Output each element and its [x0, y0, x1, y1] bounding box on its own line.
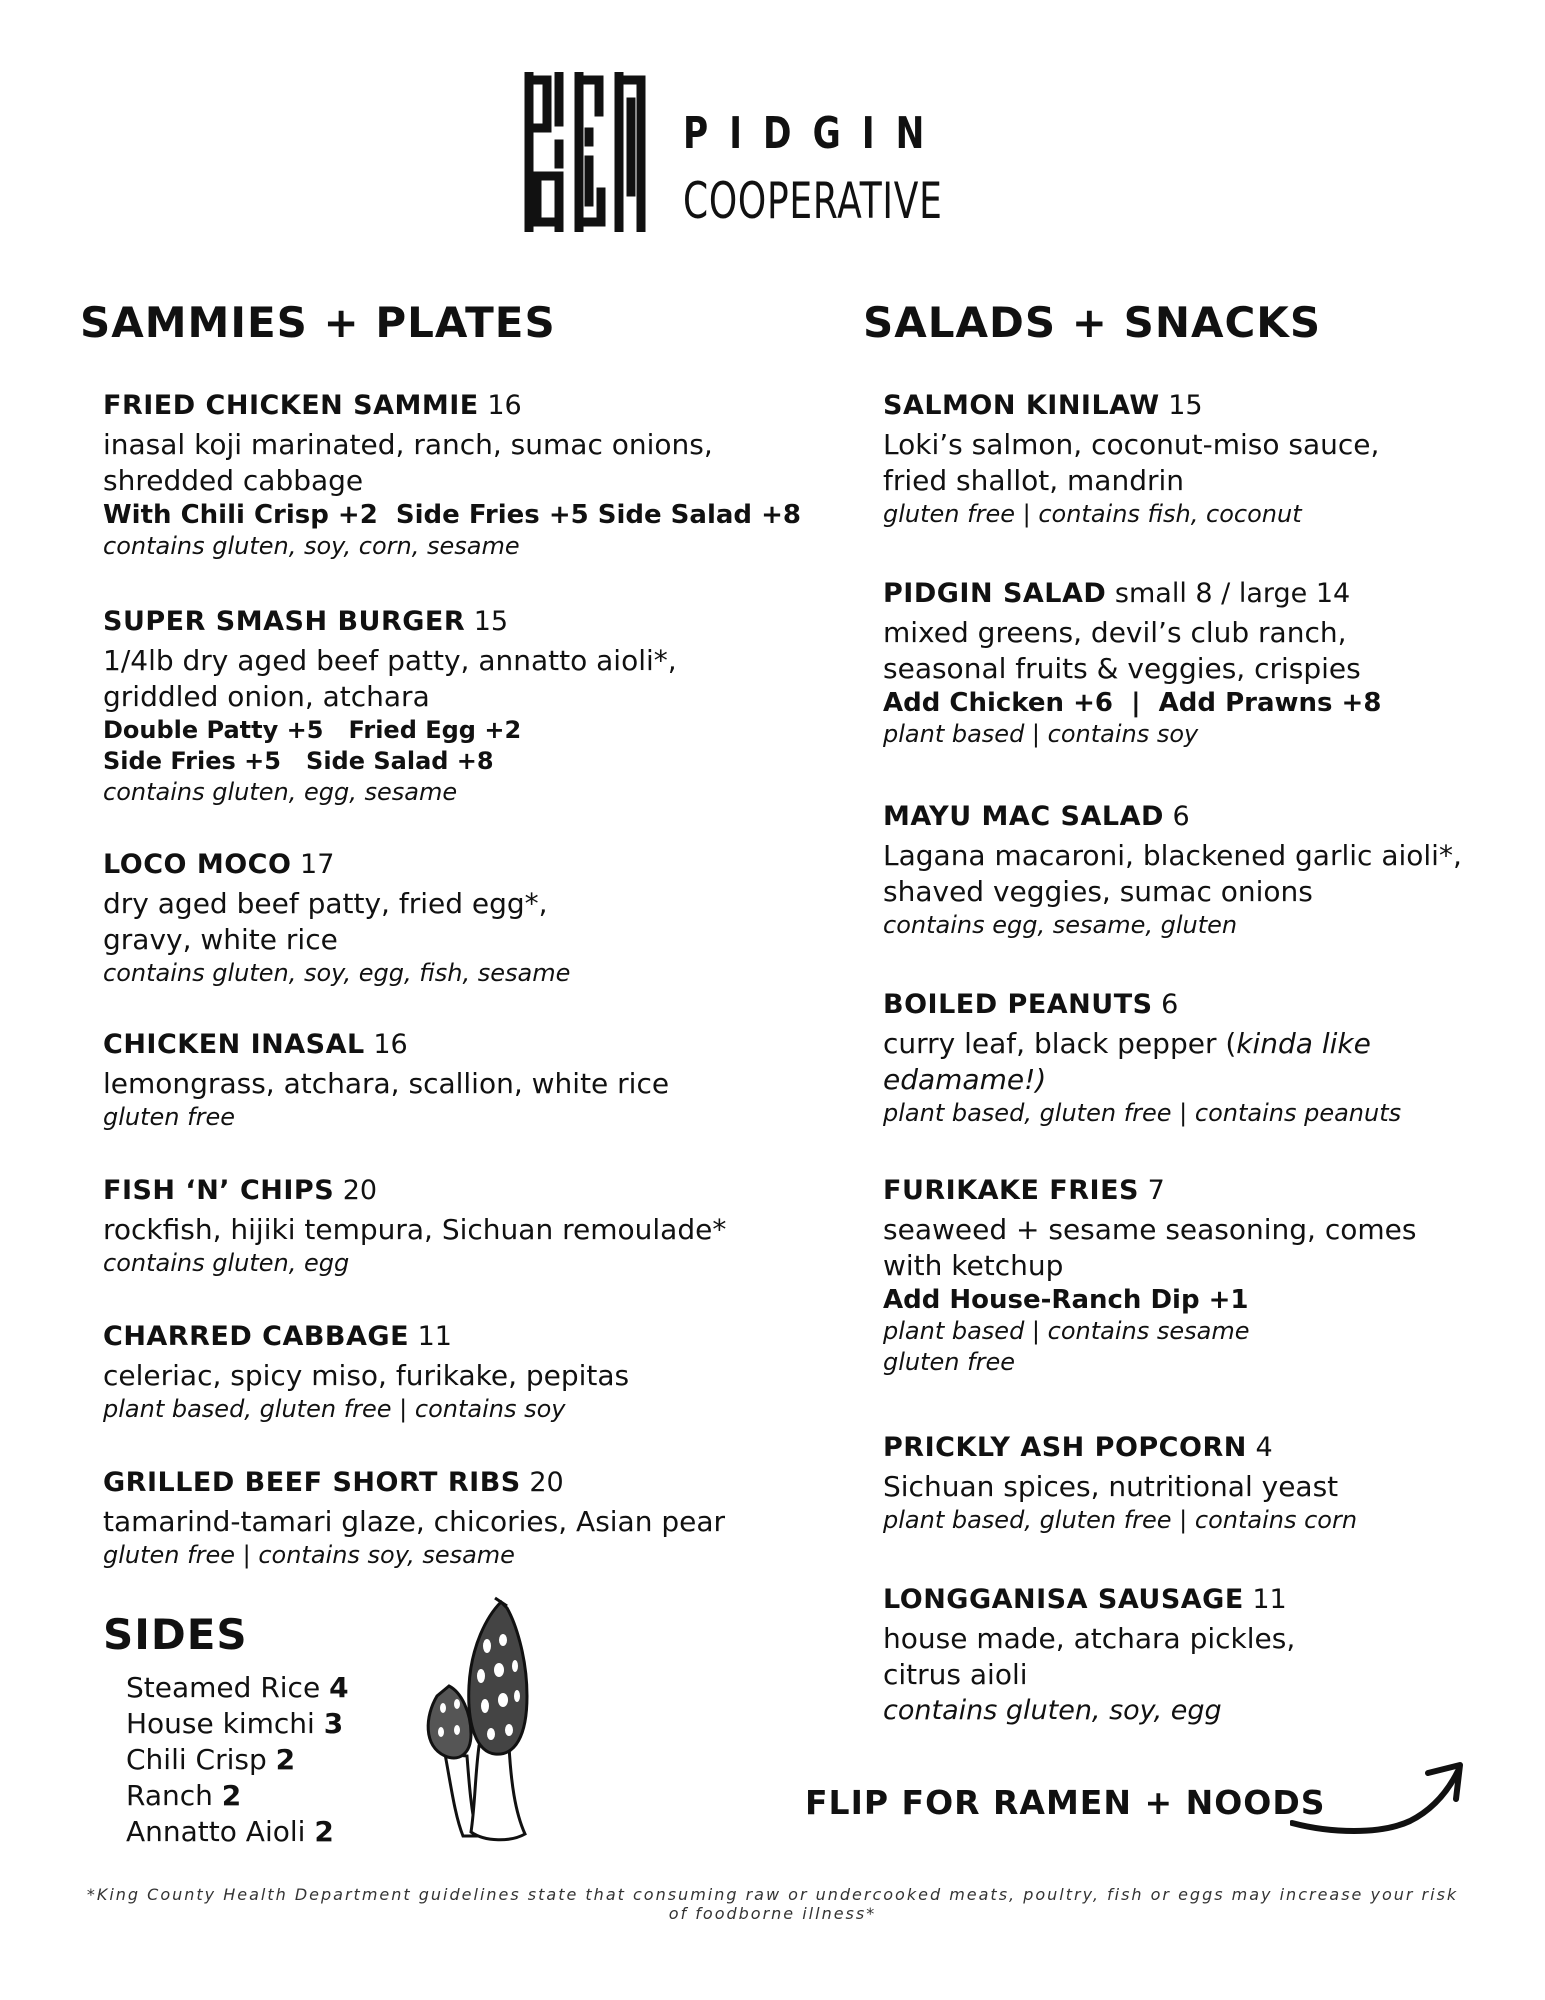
item-allergens: gluten free | contains soy, sesame — [103, 1541, 515, 1569]
item-description: 1/4lb dry aged beef patty, annatto aioli*, griddled onion, atchara — [103, 644, 677, 713]
item-price: 6 — [1172, 801, 1190, 832]
item-description: inasal koji marinated, ranch, sumac onions, shredded cabbage — [103, 428, 713, 497]
section-heading-salads: SALADS + SNACKS — [863, 298, 1322, 347]
menu-item — [883, 799, 1545, 941]
item-name: BOILED PEANUTS — [883, 989, 1153, 1020]
item-description: seaweed + sesame seasoning, comes with ketchup — [883, 1213, 1417, 1282]
item-name: LONGGANISA SAUSAGE — [883, 1584, 1244, 1615]
item-price: 15 — [473, 606, 509, 637]
side-price: 2 — [314, 1815, 334, 1848]
menu-item — [883, 987, 1545, 1129]
section-heading-sammies: SAMMIES + PLATES — [80, 298, 556, 347]
item-name: LOCO MOCO — [103, 849, 292, 880]
side-name: House kimchi — [126, 1707, 315, 1740]
item-allergens: contains gluten, soy, corn, sesame — [103, 532, 520, 560]
item-name: CHICKEN INASAL — [103, 1029, 365, 1060]
menu-item — [883, 576, 1545, 750]
item-price: 16 — [487, 390, 522, 421]
menu-item — [103, 847, 803, 989]
item-addons: Add Chicken +6 | Add Prawns +8 — [883, 688, 1382, 718]
menu-item — [103, 1319, 803, 1425]
item-description: tamarind-tamari glaze, chicories, Asian pear — [103, 1505, 726, 1538]
list-item — [126, 1778, 349, 1814]
menu-item — [883, 1582, 1545, 1729]
item-description: Lagana macaroni, blackened garlic aioli*, shaved veggies, sumac onions — [883, 839, 1462, 908]
brand-name-line1: PIDGIN — [683, 108, 946, 159]
menu-item — [103, 1173, 803, 1279]
flip-instruction: FLIP FOR RAMEN + NOODS — [805, 1783, 1326, 1822]
side-price: 4 — [329, 1671, 349, 1704]
list-item — [126, 1670, 349, 1706]
item-allergens: plant based | contains sesame — [883, 1317, 1250, 1345]
side-name: Annatto Aioli — [126, 1815, 306, 1848]
item-description: mixed greens, devil’s club ranch, seasonal fruits & veggies, crispies — [883, 616, 1361, 685]
item-price: 20 — [529, 1467, 564, 1498]
item-allergens: plant based, gluten free | contains corn — [883, 1506, 1358, 1534]
side-name: Steamed Rice — [126, 1671, 321, 1704]
item-allergens-extra: gluten free — [883, 1348, 1015, 1376]
list-item — [126, 1706, 349, 1742]
item-allergens: contains gluten, egg — [103, 1249, 350, 1277]
item-description: lemongrass, atchara, scallion, white rice — [103, 1067, 670, 1100]
item-allergens: contains gluten, soy, egg — [883, 1695, 1222, 1726]
arrow-right-icon — [1290, 1755, 1480, 1845]
item-description — [883, 1026, 1443, 1098]
brand-name-line2: COOPERATIVE — [683, 172, 943, 230]
menu-item — [883, 388, 1545, 530]
item-name: PRICKLY ASH POPCORN — [883, 1432, 1247, 1463]
item-name: FURIKAKE FRIES — [883, 1175, 1139, 1206]
item-description: dry aged beef patty, fried egg*, gravy, white rice — [103, 887, 548, 956]
item-name: FRIED CHICKEN SAMMIE — [103, 390, 479, 421]
item-description: Loki’s salmon, coconut-miso sauce, fried shallot, mandrin — [883, 428, 1380, 497]
item-addons: With Chili Crisp +2 Side Fries +5 Side Salad +8 — [103, 500, 801, 530]
item-name: GRILLED BEEF SHORT RIBS — [103, 1467, 521, 1498]
item-allergens: gluten free — [103, 1103, 235, 1131]
side-name: Ranch — [126, 1779, 213, 1812]
sides-list — [126, 1670, 349, 1850]
item-description: celeriac, spicy miso, furikake, pepitas — [103, 1359, 630, 1392]
item-price: small 8 / large 14 — [1114, 578, 1351, 609]
item-price: 4 — [1255, 1432, 1273, 1463]
side-price: 3 — [323, 1707, 344, 1740]
item-name: PIDGIN SALAD — [883, 578, 1107, 609]
side-name: Chili Crisp — [126, 1743, 267, 1776]
menu-item — [103, 1027, 803, 1133]
health-disclaimer: *King County Health Department guidelines state that consuming raw or undercooked meats, poultry, fish or eggs may increase your risk of foodborne illness* — [86, 1885, 1459, 1923]
item-price: 6 — [1161, 989, 1179, 1020]
item-description-italic: kinda like edamame!) — [883, 1027, 1371, 1096]
list-item — [126, 1814, 349, 1850]
list-item — [126, 1742, 349, 1778]
item-description: Sichuan spices, nutritional yeast — [883, 1470, 1339, 1503]
item-name: FISH ‘N’ CHIPS — [103, 1175, 335, 1206]
menu-item — [883, 1173, 1545, 1378]
side-price: 2 — [221, 1779, 242, 1812]
item-price: 20 — [342, 1175, 378, 1206]
item-allergens: gluten free | contains fish, coconut — [883, 500, 1302, 528]
item-price: 17 — [300, 849, 335, 880]
item-addons: Double Patty +5 Fried Egg +2 — [103, 716, 522, 744]
item-allergens: plant based, gluten free | contains peanuts — [883, 1099, 1402, 1127]
item-name: SALMON KINILAW — [883, 390, 1160, 421]
item-allergens: plant based | contains soy — [883, 720, 1199, 748]
item-description-text: curry leaf, black pepper ( — [883, 1027, 1237, 1060]
item-name: CHARRED CABBAGE — [103, 1321, 410, 1352]
item-price: 15 — [1168, 390, 1203, 421]
item-allergens: plant based, gluten free | contains soy — [103, 1395, 566, 1423]
item-allergens: contains gluten, soy, egg, fish, sesame — [103, 959, 571, 987]
item-price: 11 — [1252, 1584, 1287, 1615]
menu-item — [103, 604, 803, 808]
morel-mushroom-icon — [415, 1596, 555, 1848]
menu-item — [883, 1430, 1545, 1536]
item-price: 16 — [373, 1029, 408, 1060]
item-addons: Add House-Ranch Dip +1 — [883, 1285, 1249, 1315]
item-description: rockfish, hijiki tempura, Sichuan remoulade* — [103, 1213, 727, 1246]
section-heading-sides: SIDES — [103, 1610, 248, 1659]
side-price: 2 — [275, 1743, 296, 1776]
item-allergens: contains gluten, egg, sesame — [103, 778, 458, 806]
item-name: SUPER SMASH BURGER — [103, 606, 466, 637]
item-addons: Side Fries +5 Side Salad +8 — [103, 747, 494, 775]
menu-item — [103, 388, 803, 562]
item-description: house made, atchara pickles, citrus aioli — [883, 1622, 1296, 1691]
item-name: MAYU MAC SALAD — [883, 801, 1164, 832]
menu-item — [103, 1465, 803, 1571]
item-price: 11 — [417, 1321, 452, 1352]
pidgin-logo-mark-icon — [523, 72, 650, 232]
item-price: 7 — [1147, 1175, 1165, 1206]
item-allergens: contains egg, sesame, gluten — [883, 911, 1238, 939]
